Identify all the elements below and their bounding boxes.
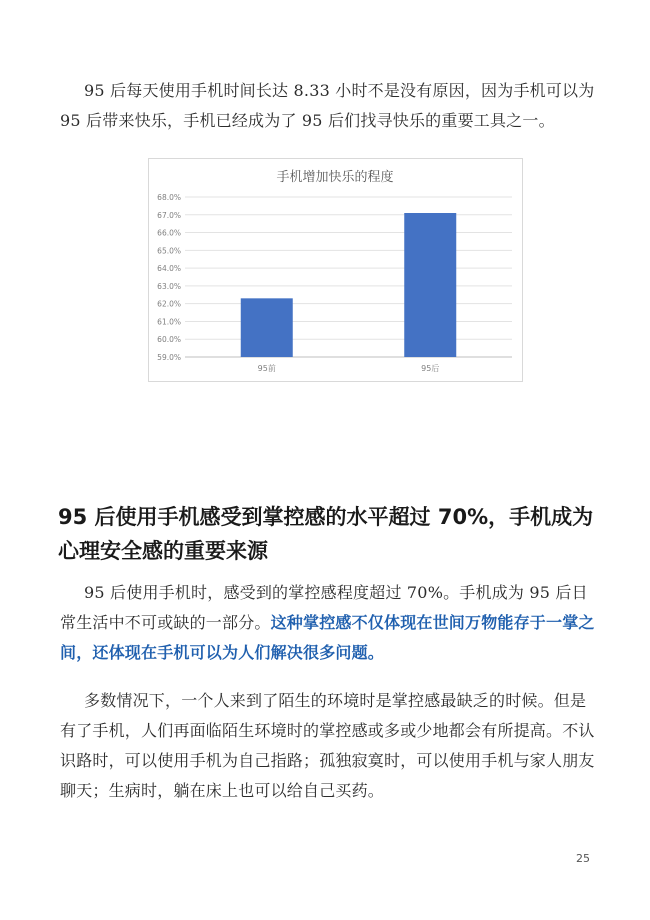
y-tick-label: 64.0% [157, 264, 181, 274]
bar [241, 298, 293, 357]
y-tick-label: 63.0% [157, 281, 181, 291]
y-tick-label: 68.0% [157, 193, 181, 202]
y-tick-label: 60.0% [157, 335, 181, 345]
control-paragraph-text: 95 后使用手机时，感受到的掌控感程度超过 70%。手机成为 95 后日常生活中不可或缺的一部分。 [60, 583, 588, 632]
page-number: 25 [576, 852, 590, 865]
bar [404, 213, 456, 357]
y-tick-label: 66.0% [157, 228, 181, 238]
y-tick-label: 62.0% [157, 299, 181, 309]
section-heading: 95 后使用手机感受到掌控感的水平超过 70%，手机成为心理安全感的重要来源 [58, 505, 594, 563]
y-tick-label: 59.0% [157, 353, 181, 362]
control-paragraph [60, 578, 595, 668]
y-tick-label: 65.0% [157, 246, 181, 256]
x-tick-label: 95后 [421, 364, 440, 373]
y-tick-label: 67.0% [157, 210, 181, 220]
y-tick-label: 61.0% [157, 317, 181, 327]
chart-svg [149, 159, 522, 381]
control-paragraph-highlight: 这种掌控感不仅体现在世间万物能存于一掌之间，还体现在手机可以为人们解决很多问题。 [60, 613, 595, 662]
x-tick-label: 95前 [257, 364, 276, 373]
intro-paragraph: 95 后每天使用手机时间长达 8.33 小时不是没有原因，因为手机可以为 95 后带来快乐，手机已经成为了 95 后们找寻快乐的重要工具之一。 [60, 81, 595, 130]
chart-title: 手机增加快乐的程度 [276, 170, 394, 185]
happiness-bar-chart [148, 158, 523, 382]
scenario-paragraph: 多数情况下，一个人来到了陌生的环境时是掌控感最缺乏的时候。但是有了手机，人们再面临陌生环境时的掌控感或多或少地都会有所提高。不认识路时，可以使用手机为自己指路；孤独寂寞时，可以使用手机与家人朋友聊天；生病时，躺在床上也可以给自己买药。 [60, 691, 595, 800]
